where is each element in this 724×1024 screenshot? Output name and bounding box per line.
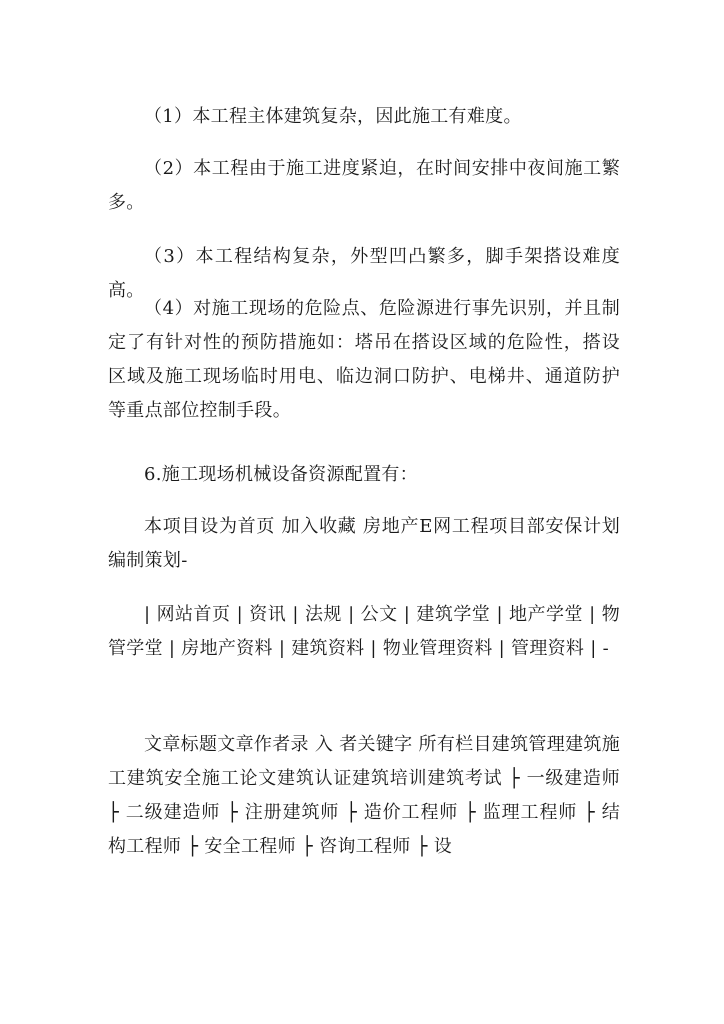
paragraph-search-categories: 文章标题文章作者录 入 者关键字 所有栏目建筑管理建筑施工建筑安全施工论文建筑认证建筑培训建筑考试 ├ 一级建造师 ├ 二级建造师 ├ 注册建筑师 ├ 造价工程师 ├ 监理工程师 ├ 结构工程师 ├ 安全工程师 ├ 咨询工程师 ├ 设 — [108, 734, 620, 857]
paragraph-difficulty-1: （1）本工程主体建筑复杂，因此施工有难度。 — [144, 106, 522, 127]
paragraph-difficulty-4: （4）对施工现场的危险点、危险源进行事先识别，并且制定了有针对性的预防措施如：塔吊在搭设区域的危险性，搭设区域及施工现场临时用电、临边洞口防护、电梯井、通道防护等重点部位控制手段。 — [108, 298, 620, 421]
paragraph-site-nav: | 网站首页 | 资讯 | 法规 | 公文 | 建筑学堂 | 地产学堂 | 物管学堂 | 房地产资料 | 建筑资料 | 物业管理资料 | 管理资料 | - — [108, 604, 620, 659]
paragraph-difficulty-2: （2）本工程由于施工进度紧迫，在时间安排中夜间施工繁多。 — [108, 158, 620, 213]
section-heading-equipment: 6.施工现场机械设备资源配置有： — [144, 464, 418, 485]
paragraph-difficulty-3: （3）本工程结构复杂，外型凹凸繁多，脚手架搭设难度高。 — [108, 246, 620, 301]
paragraph-site-header: 本项目设为首页 加入收藏 房地产E网工程项目部安保计划编制策划- — [108, 516, 620, 571]
